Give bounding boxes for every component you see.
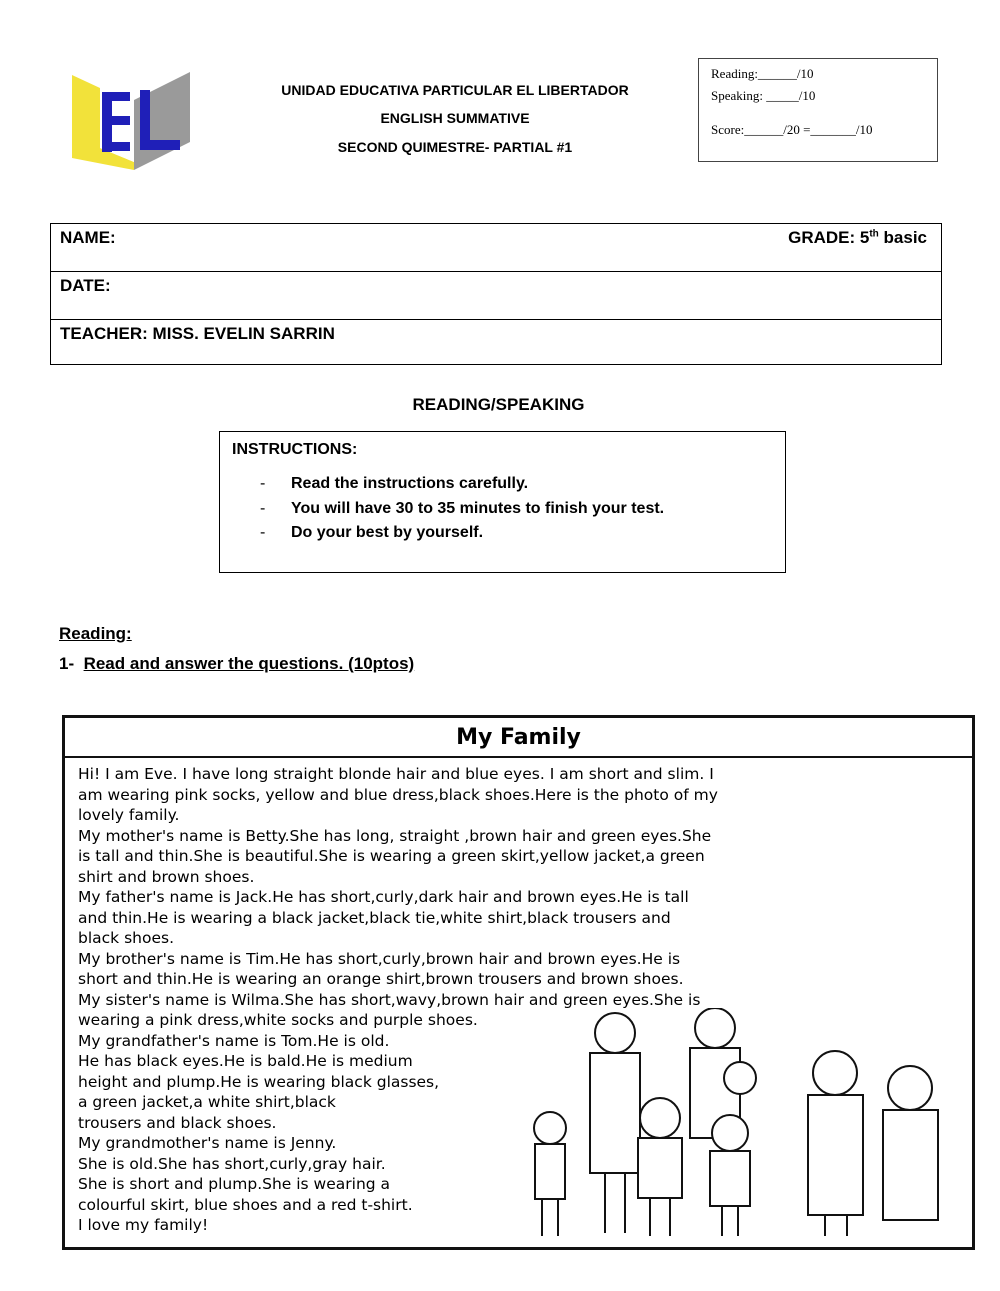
grade-text: GRADE: 5 [788,228,870,247]
reading-score[interactable]: Reading:______/10 [711,66,814,81]
instructions-box [219,431,786,573]
passage-line: and thin.He is wearing a black jacket,black tie,white shirt,black trousers and [78,908,671,927]
name-field[interactable]: NAME: [60,228,116,247]
passage-line: My mother's name is Betty.She has long, straight ,brown hair and green eyes.She [78,826,712,845]
passage-line: My father's name is Jack.He has short,curly,dark hair and brown eyes.He is tall [78,888,689,906]
question-1 [59,654,414,674]
instructions-title: INSTRUCTIONS: [232,441,358,458]
passage-line: black shoes. [78,929,174,947]
passage-line: My grandfather's name is Tom.He is old. [78,1031,390,1050]
instruction-item: - You will have 30 to 35 minutes to finish your test. [260,500,664,525]
passage-line: My brother's name is Tim.He has short,curly,brown hair and brown eyes.He is [78,949,681,968]
passage-line: lovely family. [78,806,180,824]
date-field[interactable]: DATE: [60,276,111,295]
passage-line: Hi! I am Eve. I have long straight blonde hair and blue eyes. I am short and slim. I [78,765,714,783]
school-logo [72,70,192,170]
teacher-field: TEACHER: MISS. EVELIN SARRIN [60,324,335,343]
grade-suffix: basic [878,228,927,247]
instruction-item: - Do your best by yourself. [260,524,664,549]
speaking-score[interactable]: Speaking: _____/10 [711,88,816,103]
grade-sup: th [869,228,879,240]
passage-line: She is short and plump.She is wearing a [78,1175,391,1193]
passage-line: am wearing pink socks, yellow and blue dress,black shoes.Here is the photo of my [78,785,718,804]
passage-line: wearing a pink dress,white socks and purple shoes. [78,1011,478,1029]
passage-line: trousers and black shoes. [78,1113,277,1132]
grade-label [788,228,927,248]
passage-line: My grandmother's name is Jenny. [78,1134,337,1152]
question-text: Read and answer the questions. (10ptos) [83,654,415,673]
score-box [698,58,938,162]
school-name: UNIDAD EDUCATIVA PARTICULAR EL LIBERTADOR [281,82,629,98]
exam-period: SECOND QUIMESTRE- PARTIAL #1 [337,139,573,155]
instruction-item: - Read the instructions carefully. [260,475,664,500]
passage-line: She is old.She has short,curly,gray hair. [78,1154,386,1173]
passage-line: is tall and thin.She is beautiful.She is wearing a green skirt,yellow jacket,a green [78,847,705,865]
total-score[interactable]: Score:______/20 =_______/10 [711,122,873,137]
question-number: 1- [59,654,75,673]
reading-label: Reading: [59,624,132,643]
passage-line: I love my family! [78,1216,209,1234]
passage-line: He has black eyes.He is bald.He is medium [78,1052,413,1070]
student-info-table [50,223,942,365]
passage-line: a green jacket,a white shirt,black [78,1093,336,1111]
reading-passage [62,715,975,1250]
passage-line: short and thin.He is wearing an orange shirt,brown trousers and brown shoes. [78,970,684,988]
exam-title: ENGLISH SUMMATIVE [380,110,530,126]
passage-title: My Family [65,718,972,758]
passage-line: height and plump.He is wearing black glasses, [78,1072,440,1091]
passage-line: My sister's name is Wilma.She has short,wavy,brown hair and green eyes.She is [78,990,701,1009]
passage-line: colourful skirt, blue shoes and a red t-shirt. [78,1195,413,1214]
passage-line: shirt and brown shoes. [78,867,255,886]
section-title: READING/SPEAKING [412,395,585,414]
family-illustration [490,1008,960,1243]
